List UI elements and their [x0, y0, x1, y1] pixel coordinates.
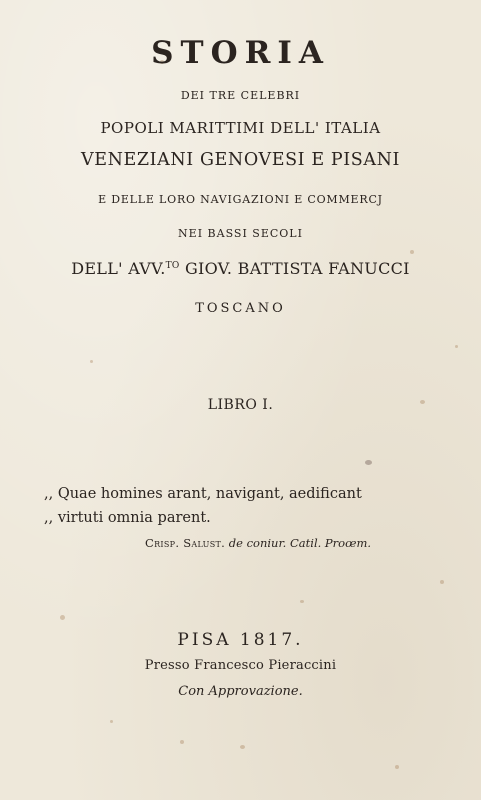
paper-stain [410, 250, 414, 254]
paper-stain [300, 600, 304, 603]
subtitle-line-4: E DELLE LORO NAVIGAZIONI E COMMERCJ [98, 193, 383, 206]
epigraph-line-2: ,, virtuti omnia parent. [44, 510, 211, 526]
citation-author: Crisp. Salust. [145, 536, 226, 550]
paper-stain [60, 615, 65, 620]
imprint-printer: Presso Francesco Pieraccini [144, 658, 337, 673]
author-line [0, 261, 481, 277]
imprint-place-year: PISA 1817. [177, 630, 304, 650]
paper-stain [395, 765, 399, 769]
imprint-approval: Con Approvazione. [178, 684, 303, 699]
subtitle-line-2: POPOLI MARITTIMI DELL' ITALIA [100, 119, 381, 137]
author-superscript: TO [165, 261, 180, 271]
paper-stain [455, 345, 458, 348]
paper-stain [180, 740, 184, 744]
author-prefix: DELL' AVV. [71, 259, 166, 278]
paper-stain [110, 720, 113, 723]
paper-stain [240, 745, 245, 749]
book-title: STORIA [151, 35, 330, 71]
author-name: GIOV. BATTISTA FANUCCI [184, 259, 410, 278]
citation-work: de coniur. Catil. Proœm. [228, 536, 372, 550]
author-origin: TOSCANO [195, 301, 286, 316]
epigraph-citation [145, 538, 371, 550]
paper-stain [440, 580, 444, 584]
paper-stain [365, 460, 372, 465]
epigraph-line-1: ,, Quae homines arant, navigant, aedificant [44, 486, 362, 502]
subtitle-line-1: DEI TRE CELEBRI [180, 89, 301, 102]
subtitle-line-3: VENEZIANI GENOVESI E PISANI [80, 150, 401, 170]
subtitle-line-5: NEI BASSI SECOLI [178, 227, 303, 240]
paper-stain [90, 360, 93, 363]
book-number: LIBRO I. [207, 397, 274, 413]
